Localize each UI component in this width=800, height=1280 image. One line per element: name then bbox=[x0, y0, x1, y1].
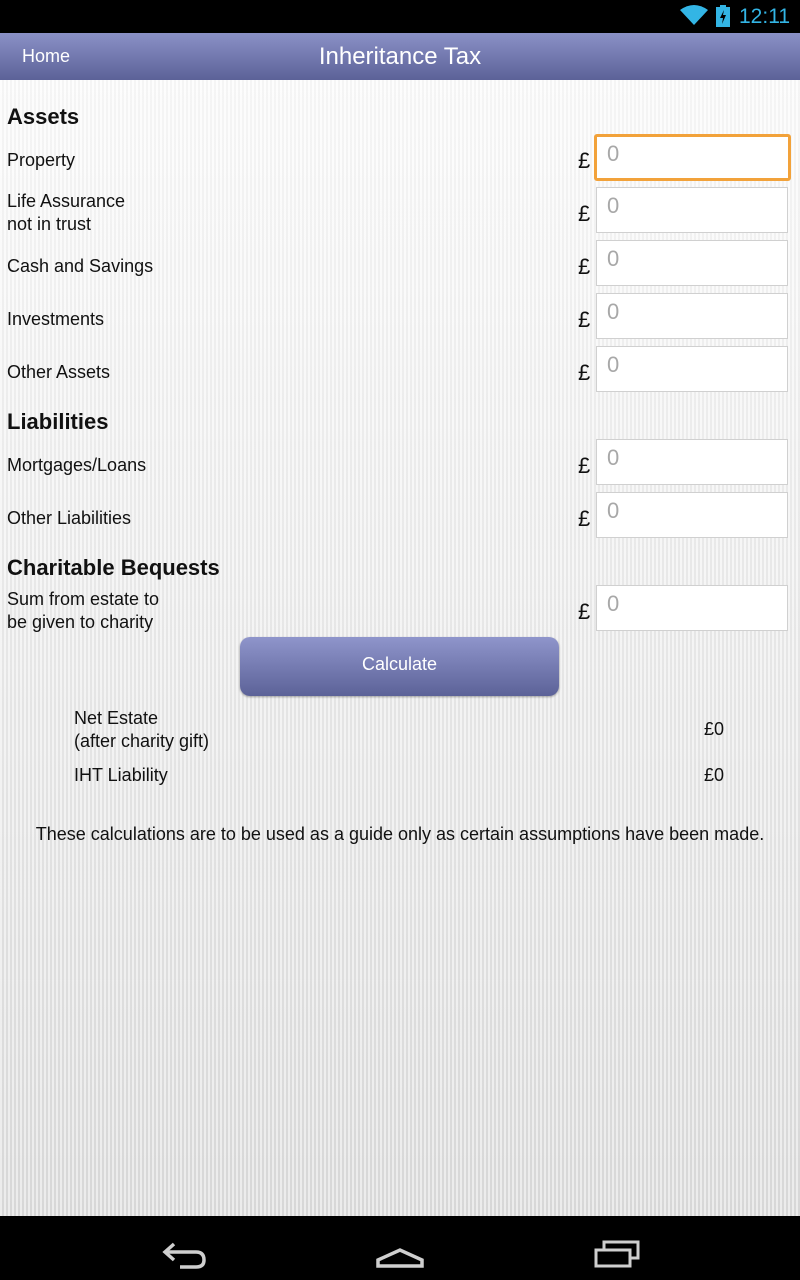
liabilities-heading: Liabilities bbox=[7, 409, 109, 434]
navigation-bar bbox=[0, 1216, 800, 1280]
charity-currency: £ bbox=[578, 599, 591, 624]
mortgages-label: Mortgages/Loans bbox=[7, 455, 147, 475]
life-assurance-label: Life Assurance not in trust bbox=[7, 191, 126, 234]
property-currency: £ bbox=[578, 148, 591, 173]
mortgages-currency: £ bbox=[578, 453, 591, 478]
home-button[interactable]: Home bbox=[22, 46, 71, 66]
status-bar bbox=[0, 0, 800, 33]
action-bar bbox=[0, 33, 800, 81]
life-assurance-input[interactable] bbox=[596, 187, 788, 233]
page-title: Inheritance Tax bbox=[318, 43, 482, 70]
investments-label: Investments bbox=[7, 309, 105, 329]
property-input[interactable] bbox=[594, 134, 791, 181]
charity-label: Sum from estate to be given to charity bbox=[7, 589, 160, 632]
net-estate-value: £0 bbox=[704, 719, 725, 739]
other-assets-input[interactable] bbox=[596, 346, 788, 392]
net-estate-label: Net Estate (after charity gift) bbox=[74, 708, 210, 751]
other-liabilities-label: Other Liabilities bbox=[7, 508, 132, 528]
cash-savings-input[interactable] bbox=[596, 240, 788, 286]
life-assurance-currency: £ bbox=[578, 201, 591, 226]
other-assets-label: Other Assets bbox=[7, 362, 111, 382]
other-liabilities-input[interactable] bbox=[596, 492, 788, 538]
assets-heading: Assets bbox=[7, 104, 80, 129]
disclaimer-text: These calculations are to be used as a guide only as certain assumptions have been made. bbox=[35, 824, 765, 844]
other-liabilities-currency: £ bbox=[578, 506, 591, 531]
iht-liability-value: £0 bbox=[704, 765, 725, 785]
iht-liability-label: IHT Liability bbox=[74, 765, 168, 785]
battery-charging-icon bbox=[716, 5, 730, 27]
investments-input[interactable] bbox=[596, 293, 788, 339]
mortgages-input[interactable] bbox=[596, 439, 788, 485]
status-clock: 12:11 bbox=[739, 5, 790, 28]
back-icon[interactable] bbox=[160, 1230, 208, 1270]
charity-heading: Charitable Bequests bbox=[7, 555, 220, 580]
home-nav-icon[interactable] bbox=[374, 1230, 426, 1270]
cash-savings-label: Cash and Savings bbox=[7, 256, 154, 276]
property-label: Property bbox=[7, 150, 76, 170]
investments-currency: £ bbox=[578, 307, 591, 332]
calculate-button[interactable]: Calculate bbox=[240, 637, 559, 696]
recent-apps-icon[interactable] bbox=[592, 1230, 644, 1270]
charity-input[interactable] bbox=[596, 585, 788, 631]
cash-savings-currency: £ bbox=[578, 254, 591, 279]
wifi-icon bbox=[680, 4, 708, 26]
other-assets-currency: £ bbox=[578, 360, 591, 385]
